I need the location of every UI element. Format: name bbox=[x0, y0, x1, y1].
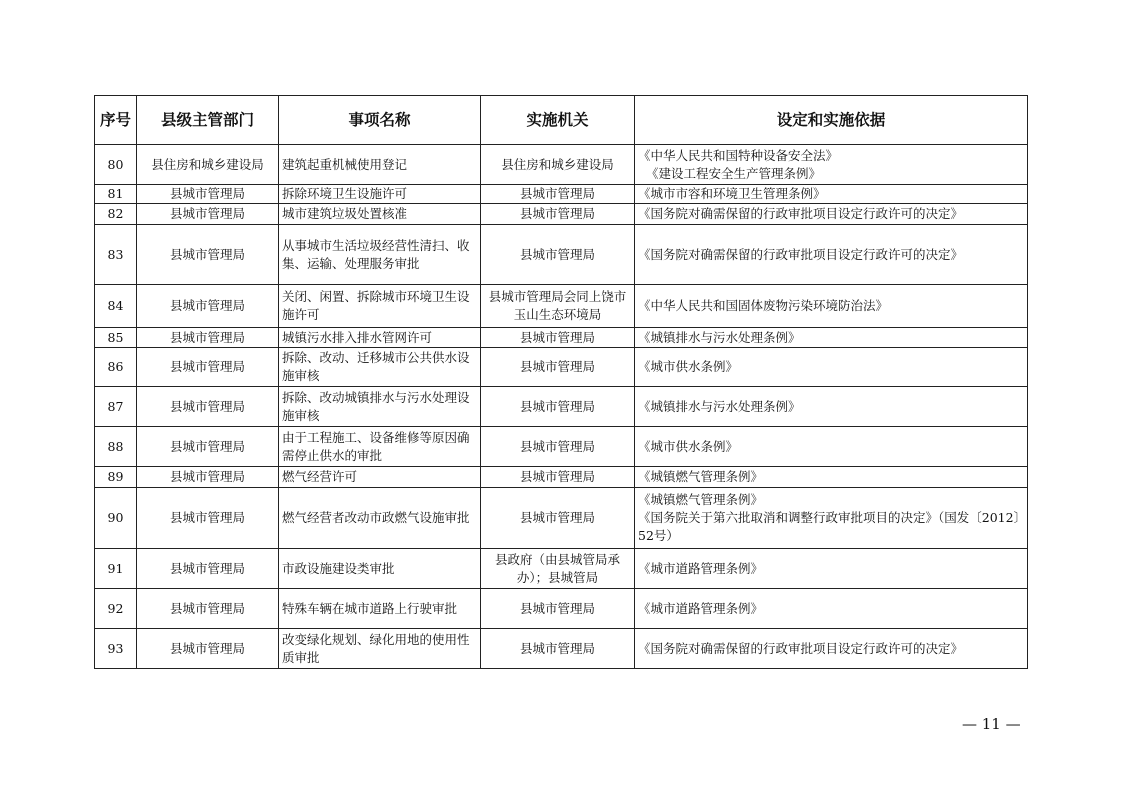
table-row bbox=[95, 549, 1028, 589]
table-header-row bbox=[95, 96, 1028, 145]
cell-item-name: 拆除、改动城镇排水与污水处理设施审核 bbox=[279, 387, 481, 427]
cell-department: 县城市管理局 bbox=[137, 427, 279, 467]
table-row bbox=[95, 467, 1028, 488]
cell-serial-number: 93 bbox=[95, 629, 137, 669]
cell-department: 县城市管理局 bbox=[137, 387, 279, 427]
cell-item-name: 建筑起重机械使用登记 bbox=[279, 145, 481, 185]
table-row bbox=[95, 285, 1028, 328]
cell-serial-number: 92 bbox=[95, 589, 137, 629]
page-number: — 11 — bbox=[962, 715, 1021, 733]
legal-basis-line: 《国务院对确需保留的行政审批项目设定行政许可的决定》 bbox=[638, 640, 964, 656]
cell-implementing-agency: 县城市管理局 bbox=[481, 387, 635, 427]
table-row bbox=[95, 225, 1028, 285]
header-serial-number: 序号 bbox=[95, 96, 137, 145]
cell-implementing-agency: 县政府（由县城管局承办）；县城管局 bbox=[481, 549, 635, 589]
cell-item-name: 燃气经营者改动市政燃气设施审批 bbox=[279, 488, 481, 549]
cell-item-name: 拆除、改动、迁移城市公共供水设施审核 bbox=[279, 348, 481, 387]
legal-basis-line: 《国务院对确需保留的行政审批项目设定行政许可的决定》 bbox=[638, 246, 964, 262]
legal-basis-line: 《中华人民共和国特种设备安全法》 bbox=[638, 147, 839, 163]
cell-legal-basis bbox=[635, 589, 1028, 629]
cell-department: 县城市管理局 bbox=[137, 467, 279, 488]
cell-serial-number: 82 bbox=[95, 204, 137, 225]
legal-basis-line: 《城市道路管理条例》 bbox=[638, 600, 764, 616]
cell-department: 县住房和城乡建设局 bbox=[137, 145, 279, 185]
cell-legal-basis bbox=[635, 328, 1028, 348]
table-row bbox=[95, 185, 1028, 204]
table-row bbox=[95, 589, 1028, 629]
cell-legal-basis bbox=[635, 185, 1028, 204]
cell-serial-number: 87 bbox=[95, 387, 137, 427]
cell-legal-basis bbox=[635, 204, 1028, 225]
table-row bbox=[95, 387, 1028, 427]
cell-implementing-agency: 县城市管理局 bbox=[481, 204, 635, 225]
cell-item-name: 改变绿化规划、绿化用地的使用性质审批 bbox=[279, 629, 481, 669]
cell-serial-number: 85 bbox=[95, 328, 137, 348]
legal-basis-line: 《城镇燃气管理条例》 bbox=[638, 469, 764, 484]
cell-implementing-agency: 县城市管理局 bbox=[481, 348, 635, 387]
cell-legal-basis bbox=[635, 145, 1028, 185]
cell-department: 县城市管理局 bbox=[137, 549, 279, 589]
cell-department: 县城市管理局 bbox=[137, 285, 279, 328]
cell-department: 县城市管理局 bbox=[137, 589, 279, 629]
cell-department: 县城市管理局 bbox=[137, 204, 279, 225]
cell-legal-basis bbox=[635, 467, 1028, 488]
cell-implementing-agency: 县城市管理局 bbox=[481, 427, 635, 467]
cell-serial-number: 80 bbox=[95, 145, 137, 185]
table-row bbox=[95, 629, 1028, 669]
cell-legal-basis bbox=[635, 285, 1028, 328]
approval-items-table bbox=[94, 95, 1028, 669]
cell-serial-number: 90 bbox=[95, 488, 137, 549]
cell-implementing-agency: 县城市管理局 bbox=[481, 589, 635, 629]
cell-implementing-agency: 县城市管理局 bbox=[481, 225, 635, 285]
table-body bbox=[95, 145, 1028, 669]
cell-item-name: 拆除环境卫生设施许可 bbox=[279, 185, 481, 204]
cell-serial-number: 81 bbox=[95, 185, 137, 204]
cell-item-name: 城镇污水排入排水管网许可 bbox=[279, 328, 481, 348]
cell-implementing-agency: 县城市管理局 bbox=[481, 488, 635, 549]
cell-legal-basis bbox=[635, 387, 1028, 427]
table-row bbox=[95, 328, 1028, 348]
legal-basis-line: 《城镇排水与污水处理条例》 bbox=[638, 398, 801, 414]
header-legal-basis: 设定和实施依据 bbox=[635, 96, 1028, 145]
cell-department: 县城市管理局 bbox=[137, 488, 279, 549]
cell-item-name: 市政设施建设类审批 bbox=[279, 549, 481, 589]
cell-legal-basis bbox=[635, 549, 1028, 589]
table-row bbox=[95, 145, 1028, 185]
legal-basis-line: 《国务院对确需保留的行政审批项目设定行政许可的决定》 bbox=[638, 206, 964, 221]
legal-basis-line: 《城市市容和环境卫生管理条例》 bbox=[638, 186, 826, 201]
cell-legal-basis bbox=[635, 427, 1028, 467]
table-row bbox=[95, 488, 1028, 549]
cell-department: 县城市管理局 bbox=[137, 185, 279, 204]
cell-implementing-agency: 县城市管理局 bbox=[481, 629, 635, 669]
cell-serial-number: 91 bbox=[95, 549, 137, 589]
cell-serial-number: 83 bbox=[95, 225, 137, 285]
table-row bbox=[95, 348, 1028, 387]
legal-basis-line: 《城镇燃气管理条例》 bbox=[638, 492, 764, 507]
cell-item-name: 城市建筑垃圾处置核准 bbox=[279, 204, 481, 225]
table-row bbox=[95, 427, 1028, 467]
cell-department: 县城市管理局 bbox=[137, 629, 279, 669]
cell-legal-basis bbox=[635, 629, 1028, 669]
legal-basis-line: 《中华人民共和国固体废物污染环境防治法》 bbox=[638, 298, 889, 313]
cell-implementing-agency: 县城市管理局 bbox=[481, 467, 635, 488]
cell-department: 县城市管理局 bbox=[137, 328, 279, 348]
legal-basis-line: 《城市供水条例》 bbox=[638, 438, 739, 454]
cell-serial-number: 89 bbox=[95, 467, 137, 488]
header-implementing-agency: 实施机关 bbox=[481, 96, 635, 145]
legal-basis-line: 《城市道路管理条例》 bbox=[638, 560, 764, 576]
cell-item-name: 关闭、闲置、拆除城市环境卫生设施许可 bbox=[279, 285, 481, 328]
cell-implementing-agency: 县城市管理局 bbox=[481, 185, 635, 204]
header-item-name: 事项名称 bbox=[279, 96, 481, 145]
cell-implementing-agency: 县住房和城乡建设局 bbox=[481, 145, 635, 185]
legal-basis-line: 《城市供水条例》 bbox=[638, 359, 739, 374]
cell-implementing-agency: 县城市管理局会同上饶市玉山生态环境局 bbox=[481, 285, 635, 328]
cell-department: 县城市管理局 bbox=[137, 225, 279, 285]
cell-serial-number: 88 bbox=[95, 427, 137, 467]
cell-serial-number: 84 bbox=[95, 285, 137, 328]
cell-legal-basis bbox=[635, 348, 1028, 387]
cell-item-name: 特殊车辆在城市道路上行驶审批 bbox=[279, 589, 481, 629]
legal-basis-line: 《建设工程安全生产管理条例》 bbox=[646, 165, 822, 181]
cell-implementing-agency: 县城市管理局 bbox=[481, 328, 635, 348]
cell-serial-number: 86 bbox=[95, 348, 137, 387]
table-row bbox=[95, 204, 1028, 225]
legal-basis-line: 《国务院关于第六批取消和调整行政审批项目的决定》（国发〔2012〕52号） bbox=[638, 510, 1020, 543]
cell-item-name: 从事城市生活垃圾经营性清扫、收集、运输、处理服务审批 bbox=[279, 225, 481, 285]
legal-basis-line: 《城镇排水与污水处理条例》 bbox=[638, 329, 801, 345]
cell-legal-basis bbox=[635, 225, 1028, 285]
cell-department: 县城市管理局 bbox=[137, 348, 279, 387]
cell-legal-basis bbox=[635, 488, 1028, 549]
header-department: 县级主管部门 bbox=[137, 96, 279, 145]
cell-item-name: 由于工程施工、设备维修等原因确需停止供水的审批 bbox=[279, 427, 481, 467]
cell-item-name: 燃气经营许可 bbox=[279, 467, 481, 488]
